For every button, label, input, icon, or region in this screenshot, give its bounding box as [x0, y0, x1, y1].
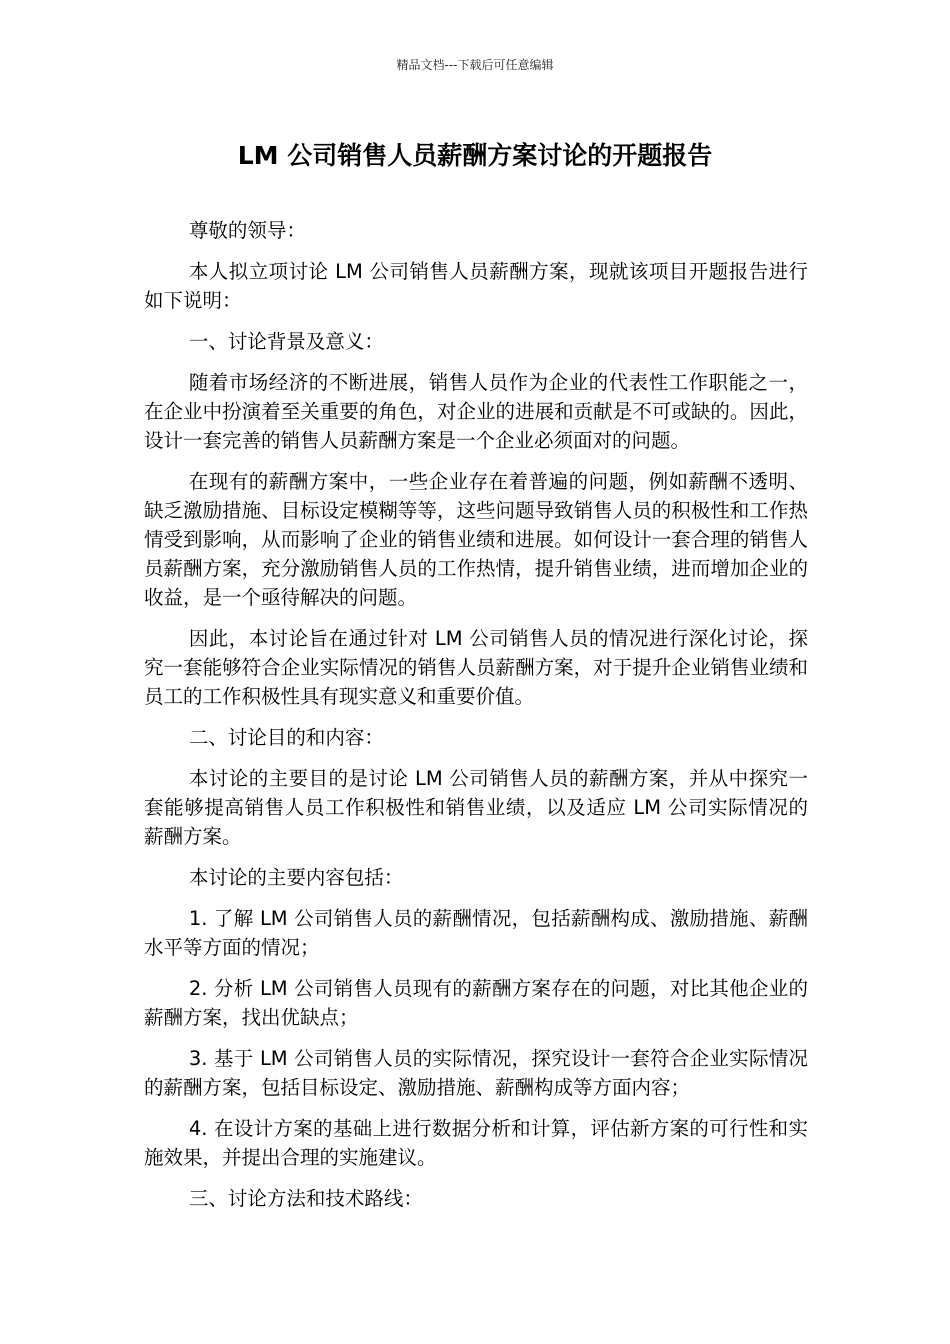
content-lead: 本讨论的主要内容包括： — [188, 866, 404, 889]
section-heading-purpose: 二、讨论目的和内容： — [188, 726, 384, 749]
document-body — [144, 216, 808, 1225]
purpose-paragraph: 本讨论的主要目的是讨论 LM 公司销售人员的薪酬方案，并从中探究一套能够提高销售人员工作积极性和销售业绩，以及适应 LM 公司实际情况的薪酬方案。 — [144, 767, 808, 848]
background-paragraph-1: 随着市场经济的不断进展，销售人员作为企业的代表性工作职能之一，在企业中扮演着至关重要的角色，对企业的进展和贡献是不可或缺的。因此，设计一套完善的销售人员薪酬方案是一个企业必须面对的问题。 — [144, 371, 808, 452]
background-paragraph-2: 在现有的薪酬方案中，一些企业存在着普遍的问题，例如薪酬不透明、缺乏激励措施、目标设定模糊等等，这些问题导致销售人员的积极性和工作热情受到影响，从而影响了企业的销售业绩和进展。如何设计一套合理的销售人员薪酬方案，充分激励销售人员的工作热情，提升销售业绩，进而增加企业的收益，是一个亟待解决的问题。 — [144, 470, 808, 609]
header-note: 精品文档---下载后可任意编辑 — [396, 58, 554, 72]
document-title: LM 公司销售人员薪酬方案讨论的开题报告 — [237, 141, 713, 170]
content-item-1: 1. 了解 LM 公司销售人员的薪酬情况，包括薪酬构成、激励措施、薪酬水平等方面的情况； — [144, 907, 808, 959]
intro-paragraph: 本人拟立项讨论 LM 公司销售人员薪酬方案，现就该项目开题报告进行如下说明： — [144, 260, 808, 312]
section-heading-background: 一、讨论背景及意义： — [188, 330, 384, 353]
content-item-2: 2. 分析 LM 公司销售人员现有的薪酬方案存在的问题，对比其他企业的薪酬方案，找出优缺点； — [144, 977, 808, 1029]
content-item-3: 3. 基于 LM 公司销售人员的实际情况，探究设计一套符合企业实际情况的薪酬方案，包括目标设定、激励措施、薪酬构成等方面内容； — [144, 1047, 808, 1099]
content-item-4: 4. 在设计方案的基础上进行数据分析和计算，评估新方案的可行性和实施效果，并提出合理的实施建议。 — [144, 1117, 808, 1169]
salutation: 尊敬的领导： — [188, 219, 306, 242]
section-heading-methods: 三、讨论方法和技术路线： — [188, 1187, 423, 1210]
background-paragraph-3: 因此，本讨论旨在通过针对 LM 公司销售人员的情况进行深化讨论，探究一套能够符合企业实际情况的销售人员薪酬方案，对于提升企业销售业绩和员工的工作积极性具有现实意义和重要价值。 — [144, 627, 808, 708]
